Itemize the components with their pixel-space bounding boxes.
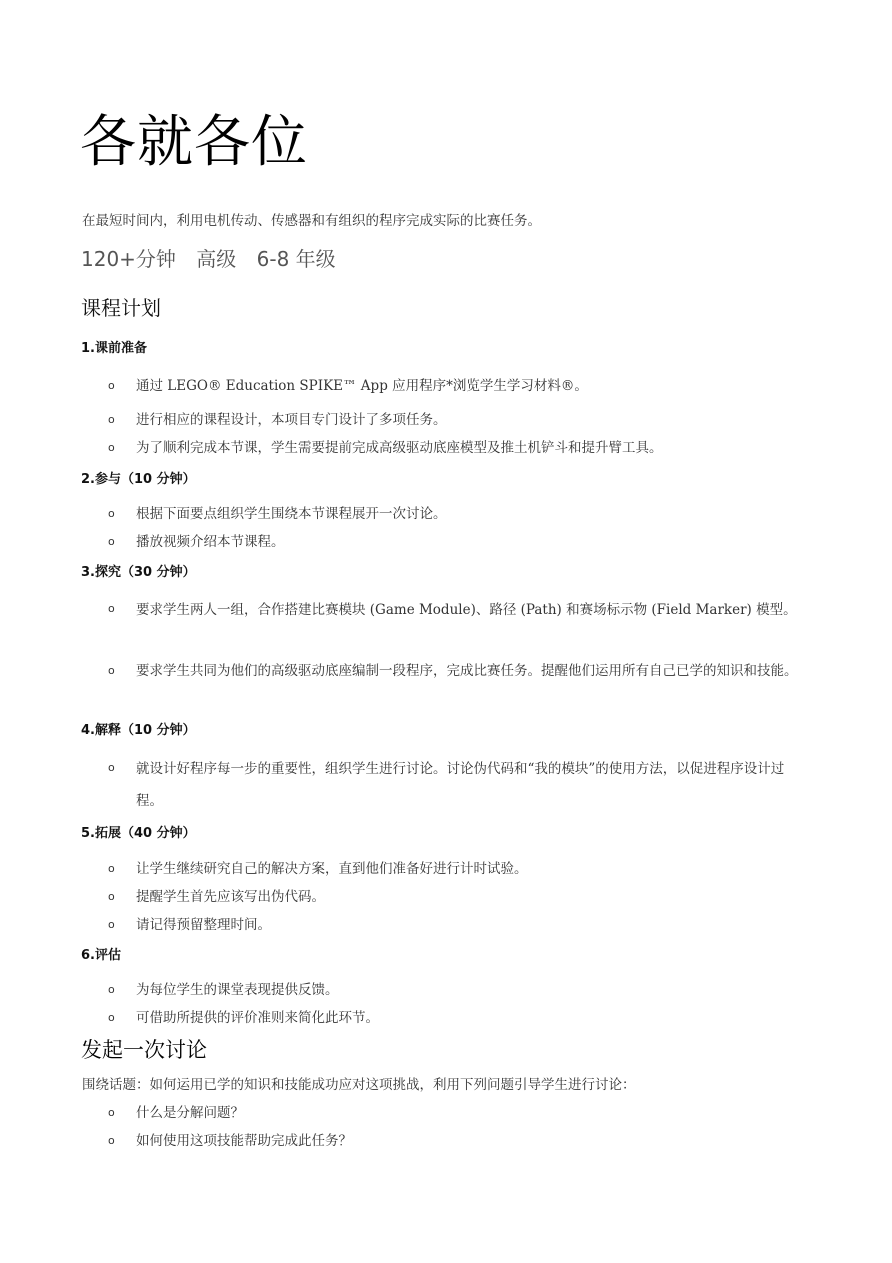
bullet-icon: o [108,890,115,903]
step-heading-elaborate: 5.拓展（40 分钟） [81,826,196,841]
lesson-meta [81,244,350,274]
bullet-icon: o [108,507,115,520]
list-item-text: 提醒学生首先应该写出伪代码。 [136,889,325,905]
list-item [108,656,808,686]
list-item [108,854,808,884]
list-item [108,1098,808,1128]
bullet-icon: o [108,602,115,615]
list-item [108,594,808,626]
step-heading-prepare: 1.课前准备 [81,341,147,356]
bullet-icon: o [108,983,115,996]
grade-label: 6-8 年级 [256,247,336,271]
bullet-icon: o [108,918,115,931]
list-item-text: 就设计好程序每一步的重要性，组织学生进行讨论。讨论伪代码和“我的模块”的使用方法，以促进程序设计过程。 [136,761,785,809]
list-item-text: 为了顺利完成本节课，学生需要提前完成高级驱动底座模型及推土机铲斗和提升臂工具。 [136,440,663,456]
list-item [108,882,808,912]
bullet-icon: o [108,535,115,548]
duration-label: 120+分钟 [81,247,176,271]
bullet-icon: o [108,1134,115,1147]
discussion-intro: 围绕话题：如何运用已学的知识和技能成功应对这项挑战，利用下列问题引导学生进行讨论： [82,1077,636,1093]
list-item [108,405,808,435]
list-item-text: 通过 LEGO® Education SPIKE™ App 应用程序*浏览学生学习材料®。 [136,378,588,394]
step-heading-explain: 4.解释（10 分钟） [81,723,196,738]
bullet-icon: o [108,1106,115,1119]
list-item-text: 根据下面要点组织学生围绕本节课程展开一次讨论。 [136,506,447,522]
bullet-icon: o [108,862,115,875]
discussion-heading: 发起一次讨论 [81,1038,207,1062]
level-label: 高级 [196,247,237,271]
list-item [108,433,808,463]
bullet-icon: o [108,413,115,426]
list-item-text: 为每位学生的课堂表现提供反馈。 [136,982,339,998]
list-item [108,499,808,529]
list-item-text: 要求学生共同为他们的高级驱动底座编制一段程序，完成比赛任务。提醒他们运用所有自己已学的知识和技能。 [136,663,798,679]
list-item [108,1003,808,1033]
list-item [108,1126,808,1156]
bullet-icon: o [108,1011,115,1024]
bullet-icon: o [108,761,115,774]
list-item-text: 如何使用这项技能帮助完成此任务？ [136,1133,352,1149]
list-item-text: 可借助所提供的评价准则来简化此环节。 [136,1010,379,1026]
list-item-text: 要求学生两人一组，合作搭建比赛模块 (Game Module)、路径 (Path) 和赛场标示物 (Field Marker) 模型。 [136,602,797,618]
list-item [108,753,808,817]
list-item [108,975,808,1005]
step-heading-evaluate: 6.评估 [81,948,121,963]
list-item-text: 进行相应的课程设计，本项目专门设计了多项任务。 [136,412,447,428]
step-heading-explore: 3.探究（30 分钟） [81,565,196,580]
list-item [108,527,808,557]
plan-heading: 课程计划 [81,296,161,320]
list-item-text: 什么是分解问题？ [136,1105,244,1121]
bullet-icon: o [108,379,115,392]
bullet-icon: o [108,664,115,677]
list-item [108,371,808,401]
list-item-text: 请记得预留整理时间。 [136,917,271,933]
bullet-icon: o [108,441,115,454]
page-title: 各就各位 [80,110,308,175]
list-item [108,910,808,940]
page-subtitle: 在最短时间内，利用电机传动、传感器和有组织的程序完成实际的比赛任务。 [82,213,541,229]
list-item-text: 播放视频介绍本节课程。 [136,534,285,550]
step-heading-engage: 2.参与（10 分钟） [81,472,196,487]
list-item-text: 让学生继续研究自己的解决方案，直到他们准备好进行计时试验。 [136,861,528,877]
